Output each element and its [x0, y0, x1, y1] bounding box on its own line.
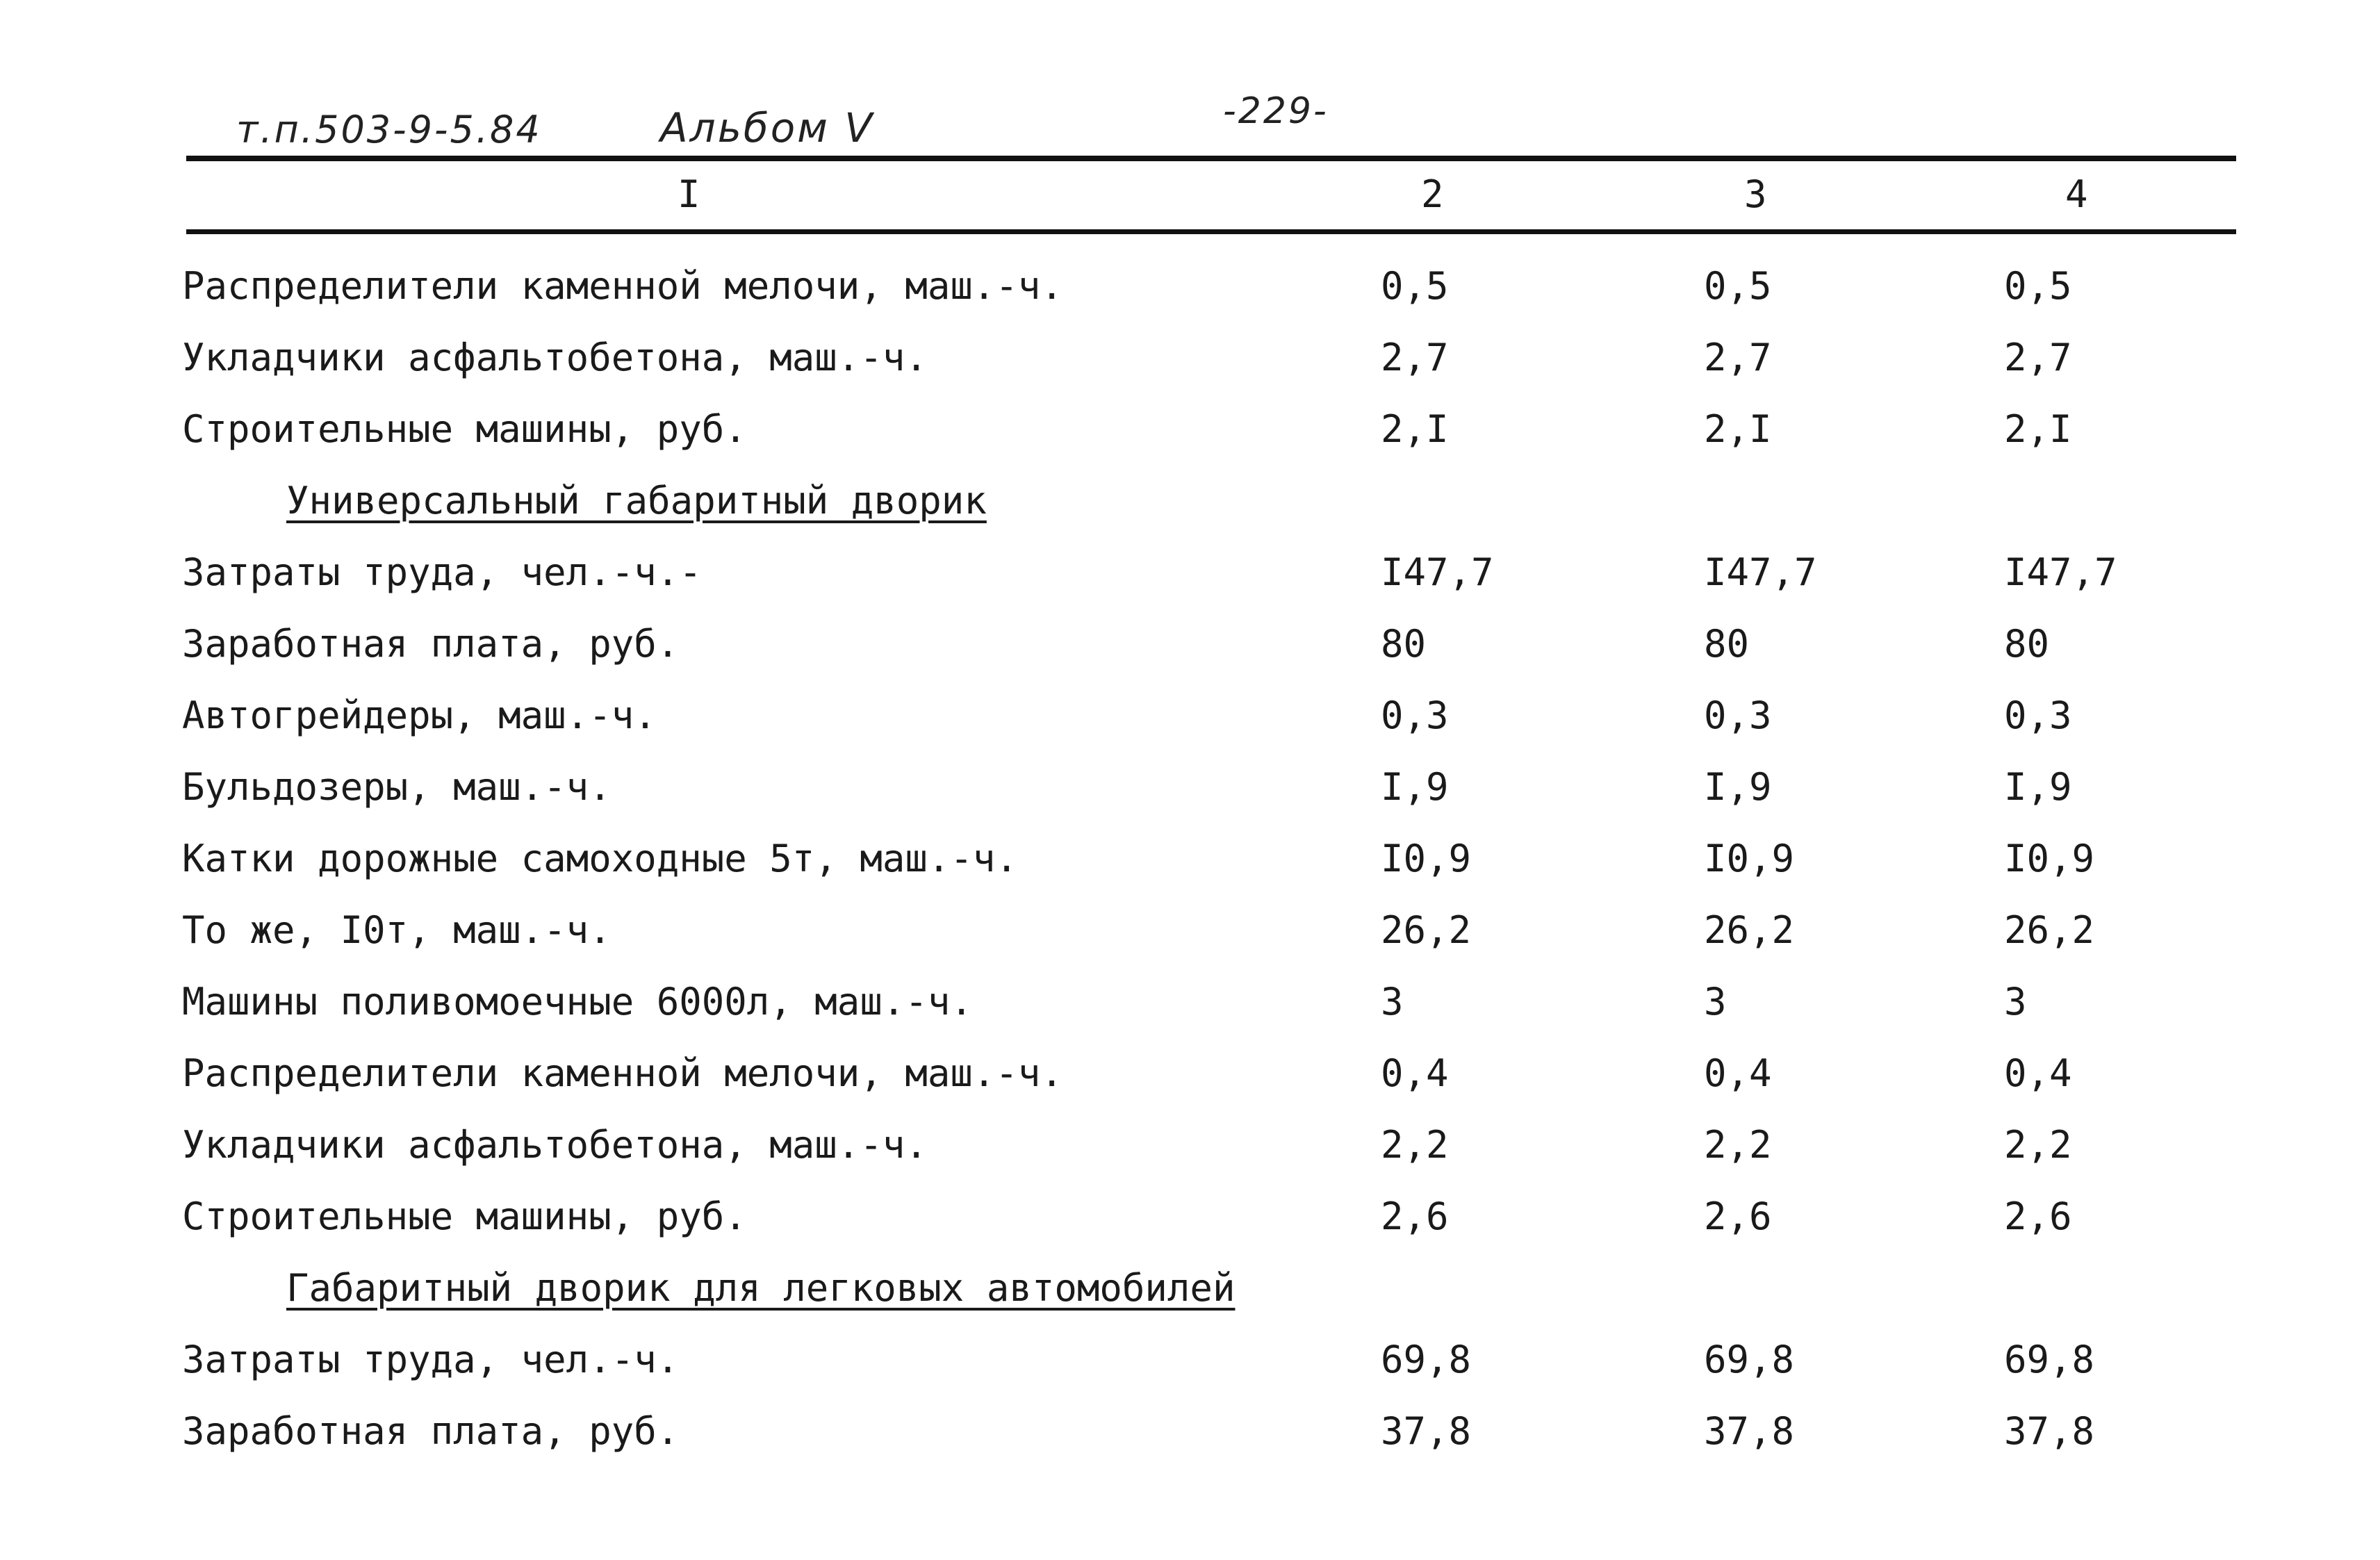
value-col-3: 3 — [1704, 980, 1727, 1024]
value-col-2: 69,8 — [1381, 1338, 1472, 1381]
column-header-2: 2 — [1421, 172, 1444, 216]
row-label: Затраты труда, чел.-ч.- — [182, 550, 702, 594]
column-header-1: I — [678, 172, 700, 216]
value-col-2: 0,4 — [1381, 1051, 1449, 1095]
value-col-2: 2,I — [1381, 407, 1449, 451]
row-label: Бульдозеры, маш.-ч. — [182, 765, 612, 809]
page-number: -229- — [1223, 90, 1329, 132]
document-code: т.п.503-9-5.84 — [236, 108, 542, 151]
table-row — [182, 1324, 2239, 1395]
value-col-3: I,9 — [1704, 765, 1772, 809]
value-col-4: 26,2 — [2004, 908, 2095, 952]
section-heading-row — [182, 1252, 2239, 1324]
header-rule-top — [186, 156, 2236, 161]
value-col-3: I0,9 — [1704, 837, 1795, 880]
row-label: Катки дорожные самоходные 5т, маш.-ч. — [182, 837, 1018, 880]
table-row — [182, 322, 2239, 393]
value-col-2: 0,5 — [1381, 264, 1449, 308]
value-col-4: 3 — [2004, 980, 2027, 1024]
header-rule-bottom — [186, 229, 2236, 234]
value-col-2: I0,9 — [1381, 837, 1472, 880]
value-col-2: 26,2 — [1381, 908, 1472, 952]
table-row — [182, 680, 2239, 751]
value-col-3: 2,6 — [1704, 1194, 1772, 1238]
row-label: Заработная плата, руб. — [182, 622, 680, 666]
value-col-2: 0,3 — [1381, 693, 1449, 737]
table-body — [182, 250, 2239, 1467]
value-col-2: 80 — [1381, 622, 1427, 666]
table-row — [182, 393, 2239, 465]
row-label: Распределители каменной мелочи, маш.-ч. — [182, 1051, 1063, 1095]
value-col-4: 2,7 — [2004, 336, 2072, 379]
value-col-3: 0,3 — [1704, 693, 1772, 737]
value-col-2: 2,7 — [1381, 336, 1449, 379]
value-col-3: 0,4 — [1704, 1051, 1772, 1095]
row-label: Автогрейдеры, маш.-ч. — [182, 693, 657, 737]
table-row — [182, 1109, 2239, 1181]
value-col-2: I47,7 — [1381, 550, 1494, 594]
row-label: То же, I0т, маш.-ч. — [182, 908, 612, 952]
value-col-3: 2,2 — [1704, 1123, 1772, 1167]
value-col-4: 2,6 — [2004, 1194, 2072, 1238]
value-col-4: I47,7 — [2004, 550, 2117, 594]
row-label: Укладчики асфальтобетона, маш.-ч. — [182, 1123, 928, 1167]
value-col-4: 0,3 — [2004, 693, 2072, 737]
section-heading: Габаритный дворик для легковых автомобилей — [286, 1266, 1236, 1310]
section-heading: Универсальный габаритный дворик — [286, 479, 987, 523]
table-row — [182, 1037, 2239, 1109]
table-row — [182, 894, 2239, 966]
value-col-4: 2,2 — [2004, 1123, 2072, 1167]
table-row — [182, 823, 2239, 894]
value-col-4: 37,8 — [2004, 1409, 2095, 1453]
value-col-2: 37,8 — [1381, 1409, 1472, 1453]
value-col-3: 80 — [1704, 622, 1750, 666]
value-col-4: 2,I — [2004, 407, 2072, 451]
row-label: Распределители каменной мелочи, маш.-ч. — [182, 264, 1063, 308]
value-col-4: I,9 — [2004, 765, 2072, 809]
column-header-4: 4 — [2065, 172, 2088, 216]
value-col-2: 2,2 — [1381, 1123, 1449, 1167]
row-label: Укладчики асфальтобетона, маш.-ч. — [182, 336, 928, 379]
value-col-4: 69,8 — [2004, 1338, 2095, 1381]
value-col-2: 3 — [1381, 980, 1404, 1024]
value-col-3: 69,8 — [1704, 1338, 1795, 1381]
value-col-4: I0,9 — [2004, 837, 2095, 880]
value-col-3: 2,I — [1704, 407, 1772, 451]
value-col-2: 2,6 — [1381, 1194, 1449, 1238]
table-row — [182, 250, 2239, 322]
table-row — [182, 536, 2239, 608]
value-col-4: 80 — [2004, 622, 2050, 666]
value-col-3: 37,8 — [1704, 1409, 1795, 1453]
value-col-4: 0,4 — [2004, 1051, 2072, 1095]
table-row — [182, 608, 2239, 680]
section-heading-row — [182, 465, 2239, 536]
row-label: Строительные машины, руб. — [182, 407, 747, 451]
value-col-3: 26,2 — [1704, 908, 1795, 952]
table-row — [182, 966, 2239, 1037]
table-row — [182, 1181, 2239, 1252]
value-col-3: I47,7 — [1704, 550, 1817, 594]
table-row — [182, 751, 2239, 823]
value-col-2: I,9 — [1381, 765, 1449, 809]
row-label: Затраты труда, чел.-ч. — [182, 1338, 680, 1381]
album-label: Альбом V — [660, 104, 875, 151]
row-label: Строительные машины, руб. — [182, 1194, 747, 1238]
row-label: Машины поливомоечные 6000л, маш.-ч. — [182, 980, 973, 1024]
value-col-3: 0,5 — [1704, 264, 1772, 308]
value-col-4: 0,5 — [2004, 264, 2072, 308]
value-col-3: 2,7 — [1704, 336, 1772, 379]
row-label: Заработная плата, руб. — [182, 1409, 680, 1453]
table-row — [182, 1395, 2239, 1467]
column-header-3: 3 — [1744, 172, 1767, 216]
